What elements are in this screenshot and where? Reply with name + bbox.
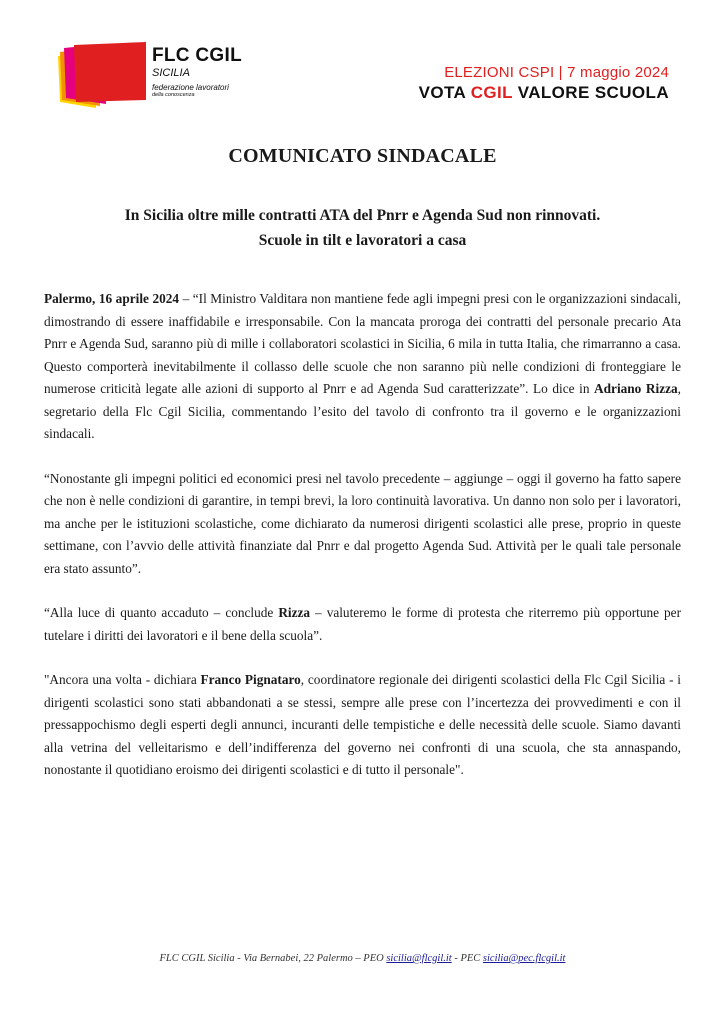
paragraph-4 bbox=[44, 669, 681, 782]
slogan-pre: VOTA bbox=[418, 83, 471, 102]
paragraph-4-text-a: "Ancora una volta - dichiara bbox=[44, 672, 201, 687]
paragraph-1 bbox=[44, 288, 681, 446]
elections-date-line: ELEZIONI CSPI | 7 maggio 2024 bbox=[444, 64, 669, 81]
document-title: COMUNICATO SINDACALE bbox=[228, 145, 497, 167]
paragraph-3-text-b: – valuteremo le forme di protesta che riterremo più opportune per tutelare i diritti dei lavoratori e il bene della scuola”. bbox=[44, 605, 682, 643]
paragraph-3-text-a: “Alla luce di quanto accaduto – conclude bbox=[44, 605, 279, 620]
slogan-brand: CGIL bbox=[470, 83, 513, 102]
subtitle-line-1: In Sicilia oltre mille contratti ATA del Pnrr e Agenda Sud non rinnovati. bbox=[124, 207, 601, 224]
paragraph-1-text-b: , segretario della Flc Cgil Sicilia, commentando l’esito del tavolo di confronto tra il governo e le organizzazioni sindacali. bbox=[44, 381, 681, 441]
quoted-person-name: Adriano Rizza bbox=[594, 381, 678, 396]
logo-description-secondary: della conoscenza bbox=[152, 92, 195, 98]
logo-description: federazione lavoratori bbox=[152, 83, 229, 92]
flc-cgil-logo bbox=[56, 42, 256, 114]
footer-address: FLC CGIL Sicilia - Via Bernabei, 22 Palermo – PEO bbox=[159, 953, 387, 964]
elections-slogan bbox=[419, 82, 669, 104]
peo-email-link[interactable]: sicilia@flcgil.it bbox=[386, 953, 452, 964]
press-release-body bbox=[44, 288, 681, 804]
quoted-person-name: Rizza bbox=[278, 605, 311, 620]
footer-pec-label: - PEC bbox=[451, 953, 483, 964]
paragraph-4-text-b: , coordinatore regionale dei dirigenti scolastici della Flc Cgil Sicilia - i dirigenti scolastici sono stati abbandonati a se stessi, sempre alle prese con l’incertezza dei provvedimenti e con il pressappochismo degli esperti degli annunci, incuranti delle tempistiche e delle necessità delle scuole. Siamo davanti alla vetrina del velleitarismo e dell’indifferenza del governo nei confronti di una scuola, che sta annaspando, nonostante il quotidiano eroismo dei dirigenti scolastici e di tutto il personale". bbox=[44, 672, 681, 777]
logo-text bbox=[152, 46, 242, 99]
paragraph-3 bbox=[44, 602, 681, 647]
logo-name: FLC CGIL bbox=[152, 45, 242, 66]
paragraph-1-text-a: – “Il Ministro Valditara non mantiene fede agli impegni presi con le organizzazioni sindacali, dimostrando di essere inaffidabile e irresponsabile. Con la mancata proroga dei contratti del personale precario Ata Pnrr e Agenda Sud, saranno più di mille i collaboratori scolastici in Sicilia, 6 mila in tutta Italia, che rimarranno a casa. Questo comporterà inevitabilmente il collasso delle scuole che non saranno più nelle condizioni di fronteggiare le numerose criticità legate alle azioni di supporto al Pnrr e ad Agenda Sud caratterizzate”. Lo dice in bbox=[44, 291, 682, 396]
slogan-post: VALORE SCUOLA bbox=[512, 83, 669, 102]
document-subtitle bbox=[0, 203, 725, 253]
subtitle-line-2: Scuole in tilt e lavoratori a casa bbox=[258, 232, 467, 249]
pec-email-link[interactable]: sicilia@pec.flcgil.it bbox=[482, 953, 566, 964]
logo-region: SICILIA bbox=[152, 67, 190, 79]
flc-cgil-flag-logo-icon bbox=[56, 42, 148, 110]
dateline: Palermo, 16 aprile 2024 bbox=[44, 291, 180, 306]
quoted-person-name: Franco Pignataro bbox=[200, 672, 301, 687]
footer bbox=[0, 953, 725, 964]
paragraph-2: “Nonostante gli impegni politici ed economici presi nel tavolo precedente – aggiunge – oggi il governo ha fatto sapere che non è nelle condizioni di garantire, in tempi brevi, la loro continuità lavorativa. Un danno non solo per i lavoratori, ma anche per le istituzioni scolastiche, come dichiarato da numerosi dirigenti scolastici alle prese, proprio in queste settimane, con l’avvio delle attività finanziate dal Pnrr e dal progetto Agenda Sud. Attività per le quali tale personale era stato assunto”. bbox=[44, 470, 681, 576]
elections-banner bbox=[419, 64, 669, 104]
